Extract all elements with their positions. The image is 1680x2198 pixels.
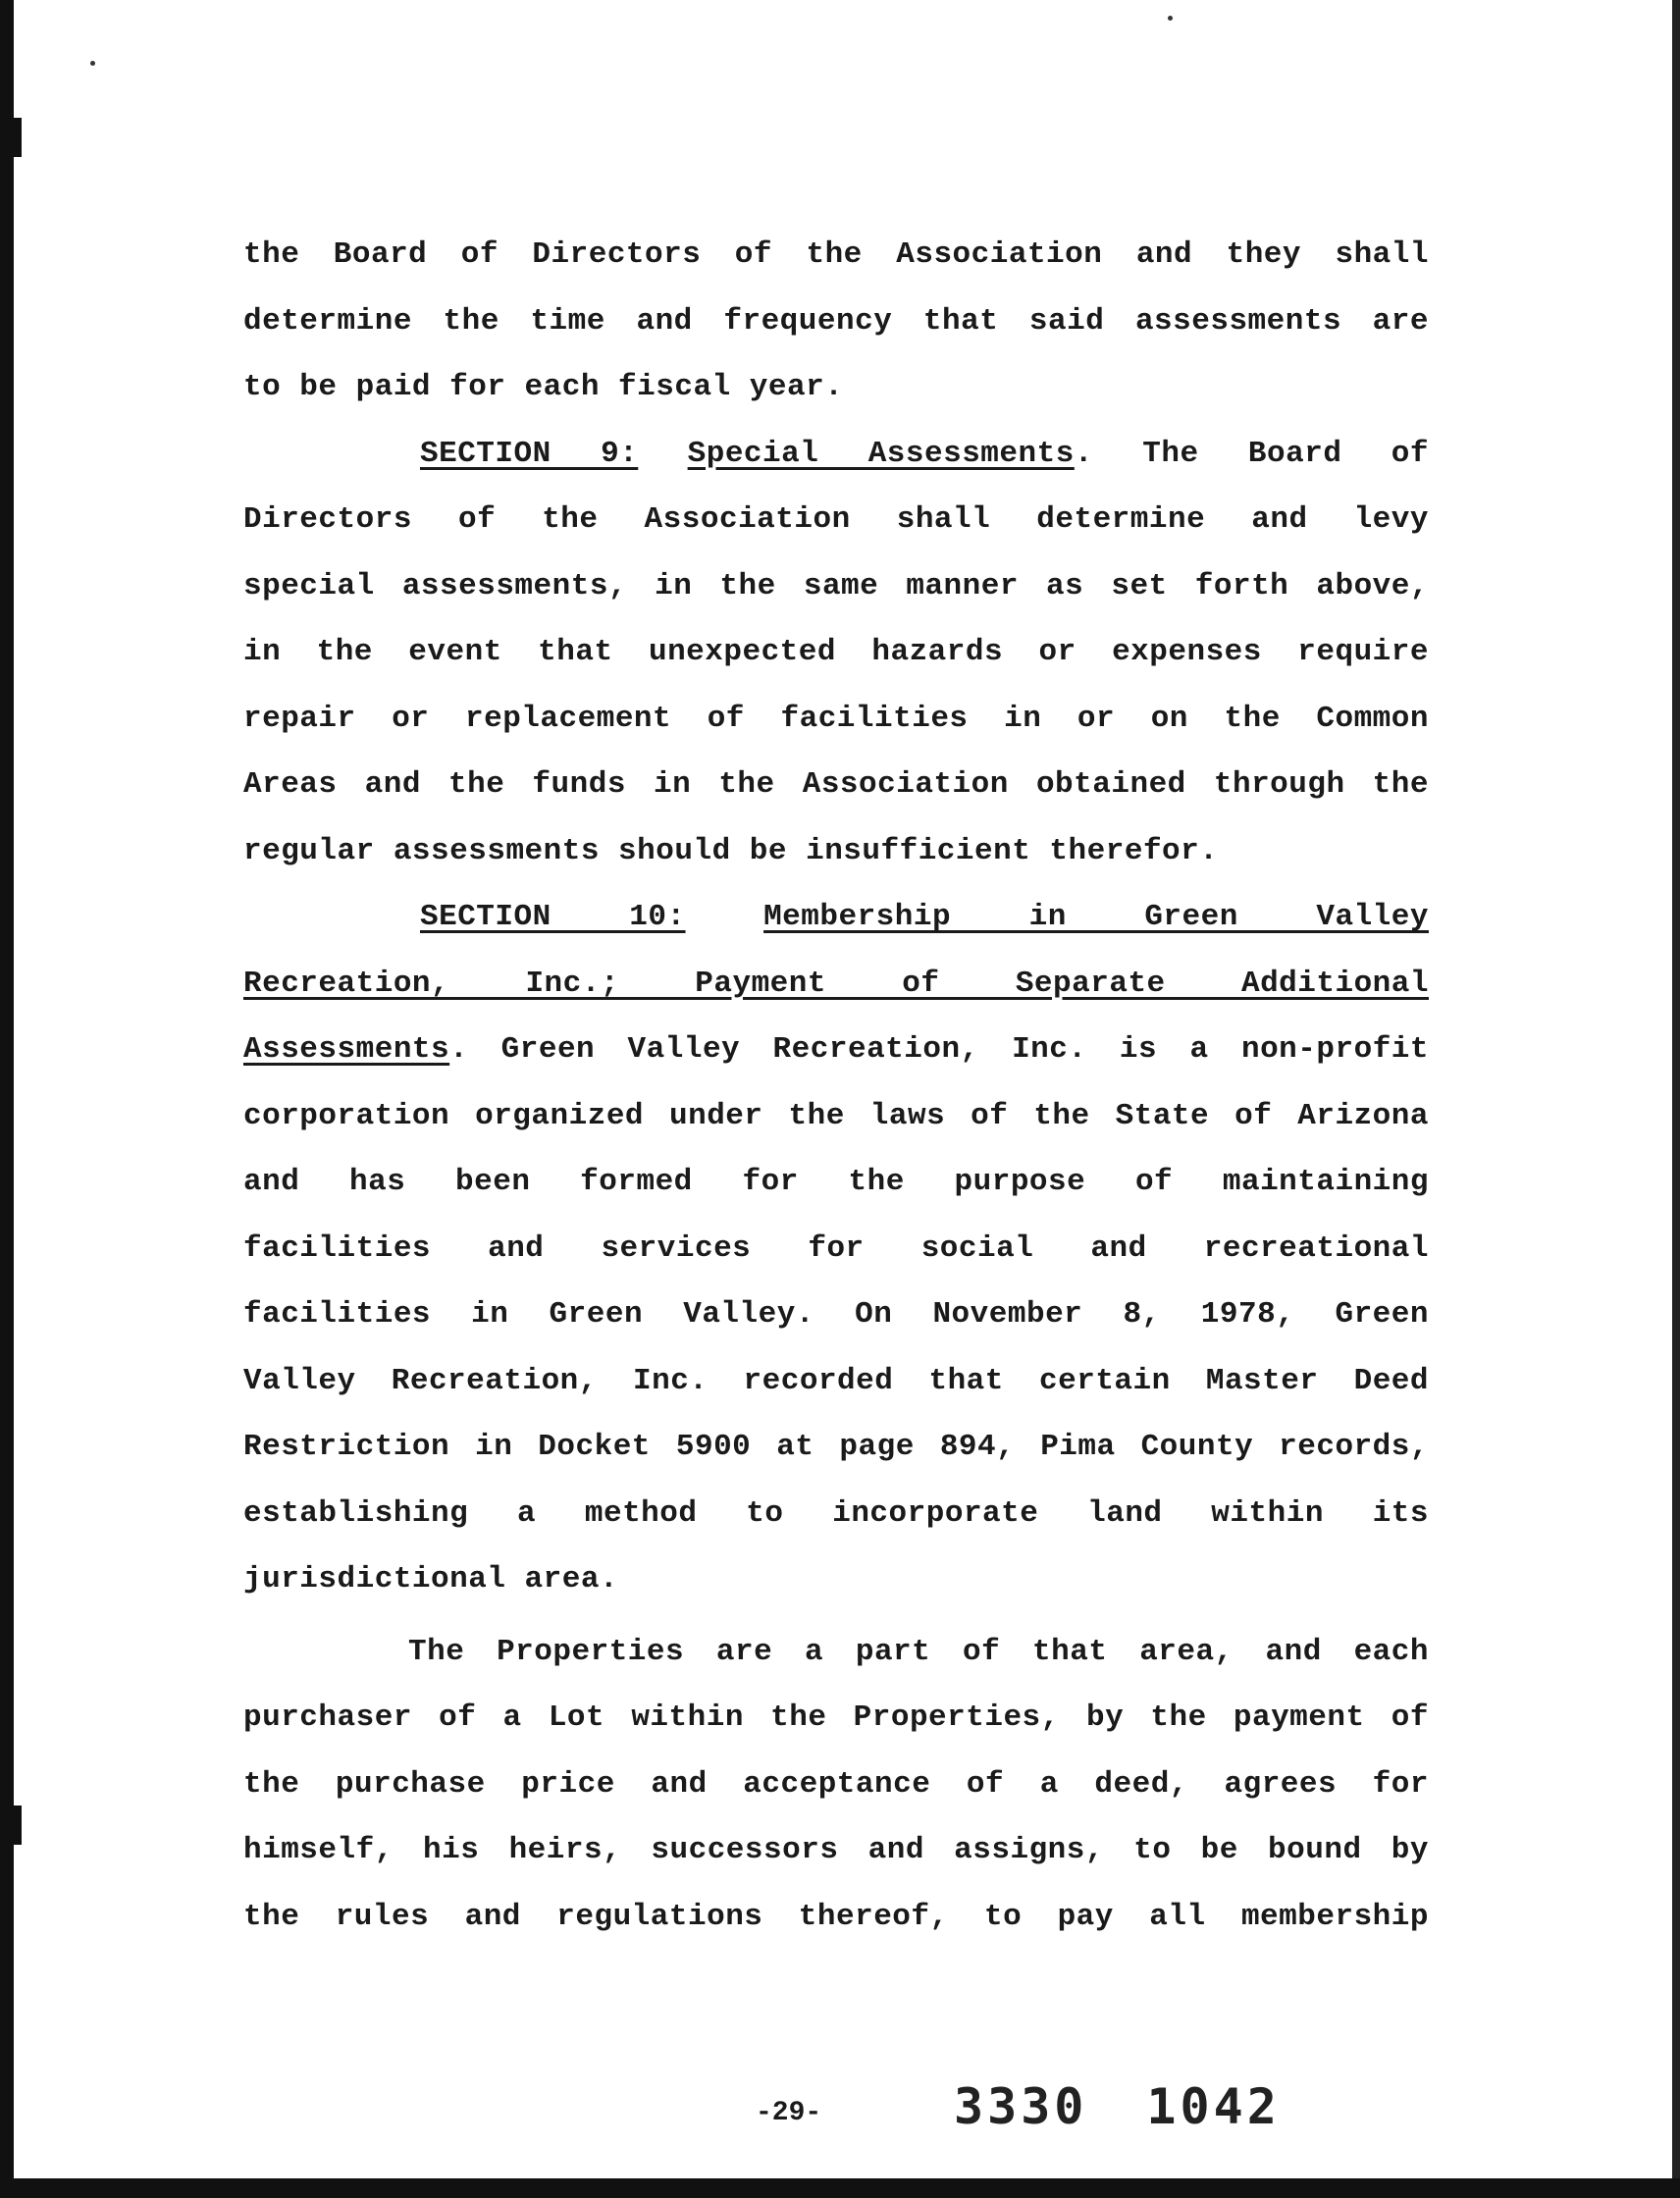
text-line: and has been formed for the purpose of maintaining xyxy=(243,1165,1429,1199)
text-line: jurisdictional area. xyxy=(243,1562,619,1596)
section-10-title-1: Membership in Green Valley xyxy=(763,900,1429,934)
text-line: to be paid for each fiscal year. xyxy=(243,370,844,404)
scan-border-bottom xyxy=(0,2178,1680,2198)
text-line: purchaser of a Lot within the Properties, by the payment of xyxy=(243,1701,1429,1735)
text-line: The Properties are a part of that area, and each xyxy=(408,1634,1429,1669)
text-line: repair or replacement of facilities in or on the Common xyxy=(243,701,1429,736)
text-line: in the event that unexpected hazards or expenses require xyxy=(243,635,1429,669)
text-line: the rules and regulations thereof, to pay all membership xyxy=(243,1899,1429,1934)
scan-border-notch xyxy=(0,1806,22,1845)
scan-border-left xyxy=(0,0,14,2198)
scan-speck xyxy=(1168,16,1173,21)
scan-speck xyxy=(90,61,95,66)
text-line: facilities in Green Valley. On November 8, 1978, Green xyxy=(243,1297,1429,1332)
section-9-label: SECTION 9: xyxy=(420,436,639,471)
text-line: the purchase price and acceptance of a deed, agrees for xyxy=(243,1766,1429,1802)
section-10-heading-line xyxy=(243,884,1429,951)
document-body xyxy=(243,222,1429,1950)
section-10-rest: . Green Valley Recreation, Inc. is a non-profit xyxy=(449,1032,1429,1067)
text-line: corporation organized under the laws of the State of Arizona xyxy=(243,1098,1429,1133)
text-line: the Board of Directors of the Association and they shall xyxy=(243,237,1429,272)
text-line: Restriction in Docket 5900 at page 894, Pima County records, xyxy=(243,1430,1429,1464)
section-10-title-2: Recreation, Inc.; Payment of Separate Additional xyxy=(243,966,1429,1001)
text-line: facilities and services for social and recreational xyxy=(243,1230,1429,1266)
text-line: establishing a method to incorporate land within its xyxy=(243,1495,1429,1531)
section-9-title: Special Assessments xyxy=(687,436,1075,471)
text-line: determine the time and frequency that said assessments are xyxy=(243,303,1429,339)
text-line: Directors of the Association shall determine and levy xyxy=(243,502,1429,537)
docket-stamp-right: 1042 xyxy=(1146,2078,1281,2135)
scan-border-notch xyxy=(0,118,22,157)
page-number: -29- xyxy=(756,2098,822,2128)
section-9-heading-line xyxy=(243,421,1429,488)
section-9-rest: . The Board of xyxy=(1074,436,1429,471)
text-line: Valley Recreation, Inc. recorded that certain Master Deed xyxy=(243,1363,1429,1398)
text-line: regular assessments should be insufficient therefor. xyxy=(243,833,1219,868)
section-10-title-line-3 xyxy=(243,1017,1429,1083)
docket-stamp xyxy=(954,2078,1339,2135)
section-10-title-3: Assessments xyxy=(243,1032,450,1067)
docket-stamp-left: 3330 xyxy=(954,2078,1088,2135)
text-line: himself, his heirs, successors and assigns, to be bound by xyxy=(243,1833,1429,1867)
text-line: special assessments, in the same manner as set forth above, xyxy=(243,568,1429,603)
scan-border-right xyxy=(1672,0,1680,2198)
section-10-label: SECTION 10: xyxy=(420,900,686,934)
text-line: Areas and the funds in the Association obtained through the xyxy=(243,767,1429,802)
